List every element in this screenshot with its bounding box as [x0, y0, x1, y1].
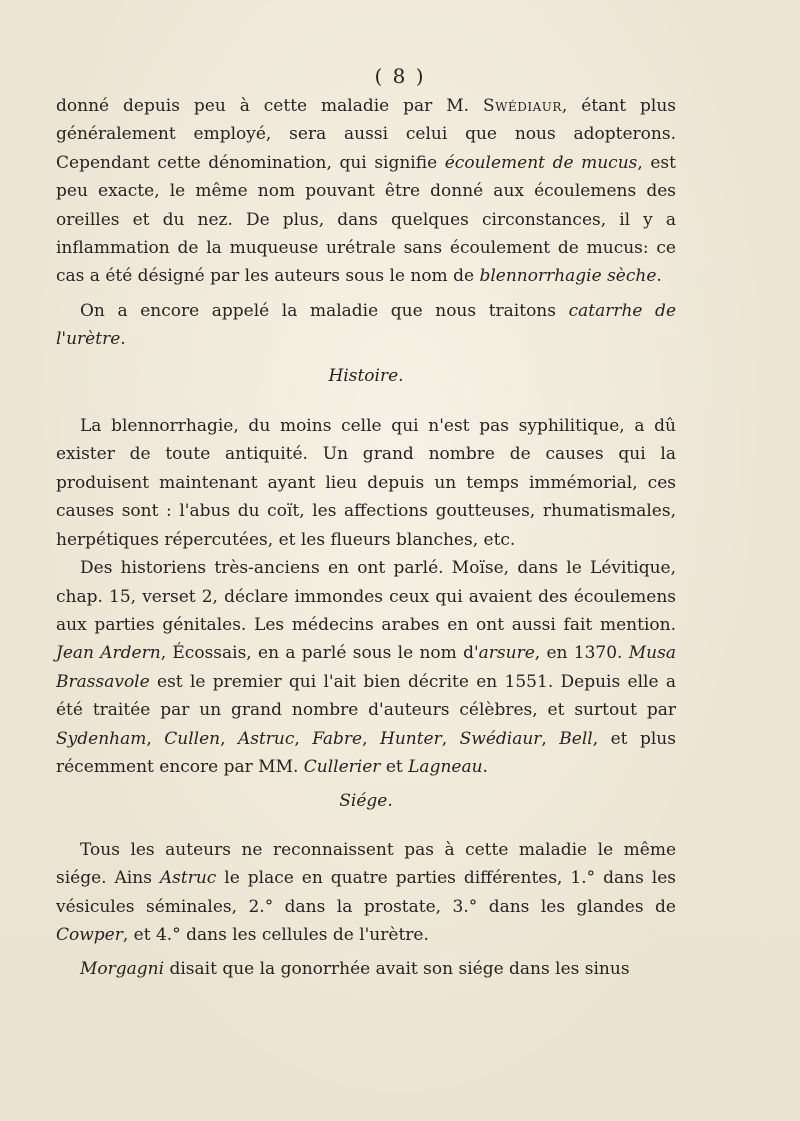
text-run: et [380, 756, 409, 777]
paragraph-6 [56, 955, 676, 983]
term-italic: écoulement de mucus [444, 152, 638, 173]
name-italic: Swédiaur [459, 728, 542, 749]
text-run: , en 1370. [534, 643, 629, 664]
paragraph-5 [56, 836, 676, 950]
text-run: est le premier qui l'ait bien décrite en 1551. Depuis elle a été traitée par un grand nombre d'auteurs célèbres, et surtout par [56, 671, 676, 721]
paragraph-3: La blennorrhagie, du moins celle qui n'est pas syphilitique, a dû exister de toute antiquité. Un grand nombre de causes qui la produisent maintenant ayant lieu depuis un temps immémorial, ces causes sont : l'abus du coït, les affections goutteuses, rhumatismales, herpétiques répercutées, et les flueurs blanches, etc. [56, 416, 676, 550]
name-italic: Cowper [56, 924, 123, 945]
page-number: ( 8 ) [374, 64, 426, 88]
name-italic: Lagneau [408, 756, 483, 777]
text-run: Tous les auteurs ne reconnaissent pas à cette maladie le même siége. Ains [56, 839, 676, 889]
text-run: , et plus récemment encore par MM. [56, 728, 676, 777]
name-italic: Musa Brassavole [56, 643, 676, 692]
text-run: , [441, 728, 460, 749]
name-italic: Sydenham [56, 728, 147, 749]
text-run: donné depuis peu à cette maladie par M. [56, 96, 483, 116]
text-run: . [656, 266, 662, 287]
text-run: , est peu exacte, le même nom pouvant être donné aux écoulemens des oreilles et du nez. De plus, dans quelques circonstances, il y a inflammation de la muqueuse urétrale sans écoulement de mucus: ce cas a été désigné par les auteurs sous le nom de [56, 152, 676, 287]
name-italic: Hunter [380, 728, 442, 749]
text-run: , [220, 728, 238, 749]
name-italic: arsure [478, 643, 535, 664]
section-heading-siege: Siége. [339, 791, 393, 812]
text-run: , étant plus généralement employé, sera aussi celui que nous adopterons. Cependant cette dénomination, qui signifie [56, 96, 676, 173]
text-run: . [120, 329, 126, 350]
text-run: , et 4.° dans les cellules de l'urètre. [122, 924, 429, 945]
term-italic: catarrhe de l'urètre [56, 300, 676, 350]
paragraph-1 [56, 92, 676, 291]
term-italic: blennorrhagie sèche [479, 266, 657, 287]
text-run: Des historiens très-anciens en ont parlé. Moïse, dans le Lévitique, chap. 15, verset 2, déclare immondes ceux qui avaient des écoulemens aux parties génitales. Les médecins arabes en ont aussi fait mention. [56, 558, 676, 635]
section-heading-histoire: Histoire. [328, 365, 404, 386]
name-italic: Morgagni [80, 959, 165, 980]
name-italic: Cullerier [303, 756, 381, 777]
text-run: le place en quatre parties différentes, 1.° dans les vésicules séminales, 2.° dans la prostate, 3.° dans les glandes de [56, 868, 676, 917]
text-run: , [362, 728, 380, 749]
text-run: disait que la gonorrhée avait son siége dans les sinus [164, 959, 630, 980]
paragraph-4 [56, 554, 676, 781]
text-run: , [146, 728, 165, 749]
paragraph-2 [56, 297, 676, 354]
page-body [56, 92, 676, 984]
name-italic: Fabre [312, 728, 363, 749]
text-run: , Écossais, en a parlé sous le nom d' [160, 643, 479, 664]
author-name: Swédiaur [483, 96, 562, 116]
name-italic: Astruc [237, 728, 295, 749]
text-run: , [294, 728, 313, 749]
name-italic: Cullen [164, 728, 221, 749]
text-run: . [482, 756, 488, 777]
name-italic: Astruc [159, 868, 217, 889]
name-italic: Jean Ardern [56, 643, 161, 664]
text-run: On a encore appelé la maladie que nous traitons [80, 300, 569, 321]
name-italic: Bell [559, 728, 593, 749]
text-run: , [541, 728, 560, 749]
